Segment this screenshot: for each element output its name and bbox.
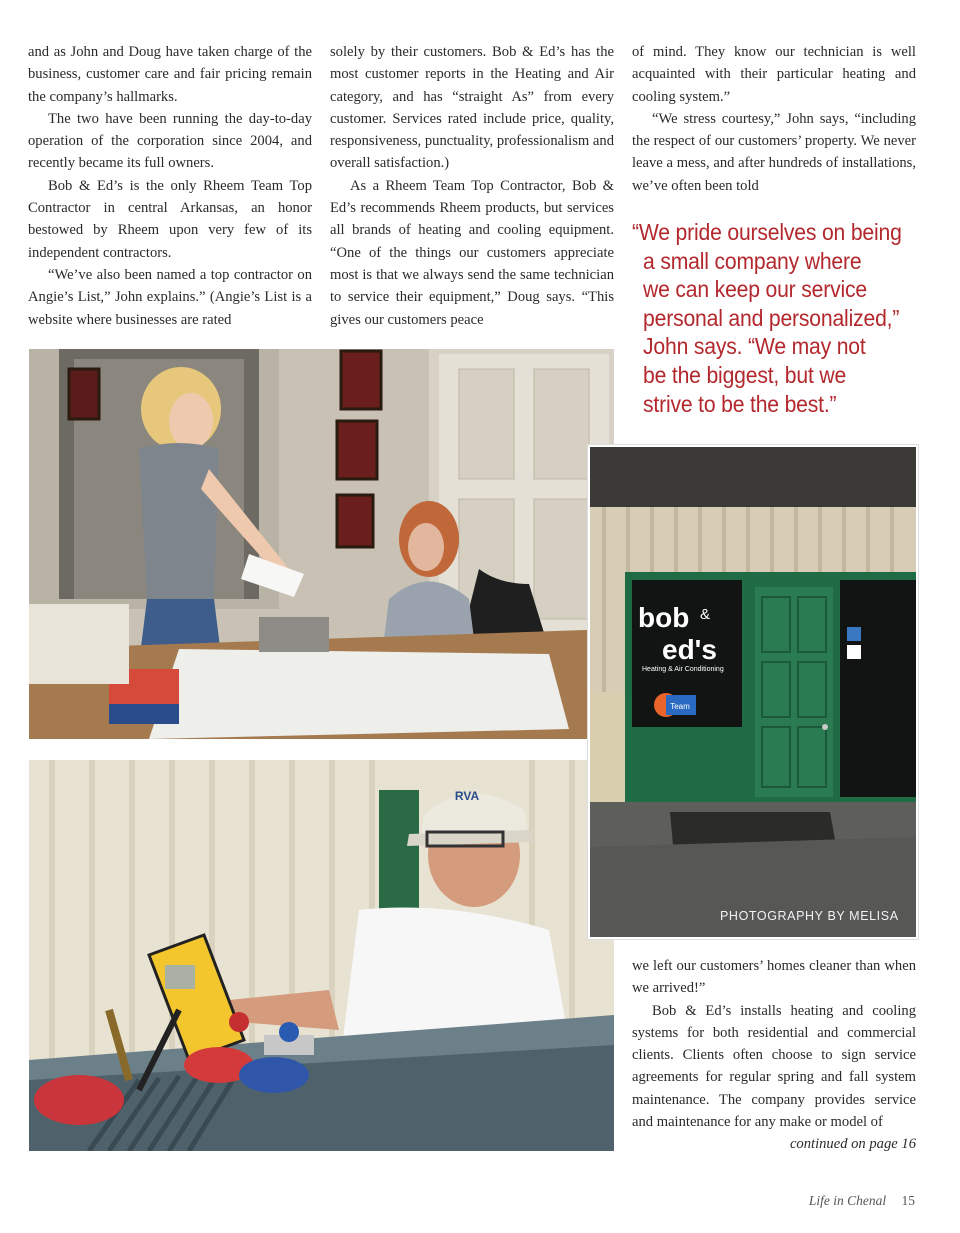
pull-quote — [632, 218, 908, 418]
page-number: 15 — [901, 1193, 915, 1208]
store-sign-line2: ed's — [662, 634, 717, 665]
paragraph: solely by their customers. Bob & Ed’s has the most customer reports in the Heating and Air category, and has “straight As” from every customer. Services rated include price, quality, responsiveness, punctuality, professionalism and overall satisfaction.) — [330, 44, 614, 172]
paragraph: of mind. They know our technician is well acquainted with their particular heating and cooling system.” — [632, 44, 916, 105]
technician-photo — [29, 760, 614, 1151]
cap-logo: RVA — [454, 789, 480, 803]
paragraph: Bob & Ed’s installs heating and cooling systems for both residential and commercial clients. Clients often choose to sign service agreements for regular spring and fall system maintenance. The company provides service and maintenance for any make or model of — [632, 1002, 916, 1131]
storefront-photo — [588, 445, 918, 939]
pull-quote-line: strive to be the best.” — [643, 390, 837, 417]
body-column-3 — [632, 41, 916, 197]
body-column-2 — [330, 41, 614, 331]
photo-credit: PHOTOGRAPHY BY MELISA — [720, 909, 899, 923]
paragraph: “We’ve also been named a top contractor on Angie’s List,” John explains.” (Angie’s List is a website where businesses are rated — [28, 266, 312, 328]
paragraph: and as John and Doug have taken charge of the business, customer care and fair pricing remain the company’s hallmarks. — [28, 44, 312, 105]
rheem-team-badge: Team — [670, 702, 690, 711]
paragraph: As a Rheem Team Top Contractor, Bob & Ed’s recommends Rheem products, but services all brands of heating and cooling equipment. “One of the things our customers appreciate most is that we always send the same technician to service their equipment,” Doug says. “This gives our customers peace — [330, 177, 614, 328]
pull-quote-line: personal and personalized,” — [643, 304, 900, 331]
pull-quote-line: “We pride ourselves on being — [632, 219, 902, 245]
paragraph: we left our customers’ homes cleaner than when we arrived!” — [632, 958, 916, 997]
continued-note: continued on page 16 — [789, 1136, 916, 1153]
store-sign-amp: & — [700, 606, 711, 623]
pull-quote-line: a small company where — [643, 247, 862, 274]
body-column-3-continued — [632, 955, 916, 1156]
pull-quote-line: John says. “We may not — [643, 333, 866, 360]
paragraph: The two have been running the day-to-day operation of the corporation since 2004, and recently became its full owners. — [28, 110, 312, 172]
store-sign-subtitle: Heating & Air Conditioning — [642, 666, 724, 673]
body-column-1 — [28, 41, 312, 331]
office-photo — [29, 349, 614, 739]
magazine-name: Life in Chenal — [808, 1193, 887, 1208]
pull-quote-line: be the biggest, but we — [643, 361, 847, 388]
technician-scene-illustration — [29, 760, 614, 1151]
paragraph: Bob & Ed’s is the only Rheem Team Top Contractor in central Arkansas, an honor bestowed by Rheem upon very few of its independent contractors. — [28, 177, 312, 261]
storefront-illustration — [590, 447, 916, 937]
paragraph: “We stress courtesy,” John says, “including the respect of our customers’ property. We never leave a mess, and after hundreds of installations, we’ve often been told — [632, 110, 916, 194]
store-sign-line1: bob — [638, 602, 690, 633]
pull-quote-line: we can keep our service — [643, 276, 867, 303]
page-footer — [809, 1193, 915, 1209]
office-scene-illustration — [29, 349, 614, 739]
